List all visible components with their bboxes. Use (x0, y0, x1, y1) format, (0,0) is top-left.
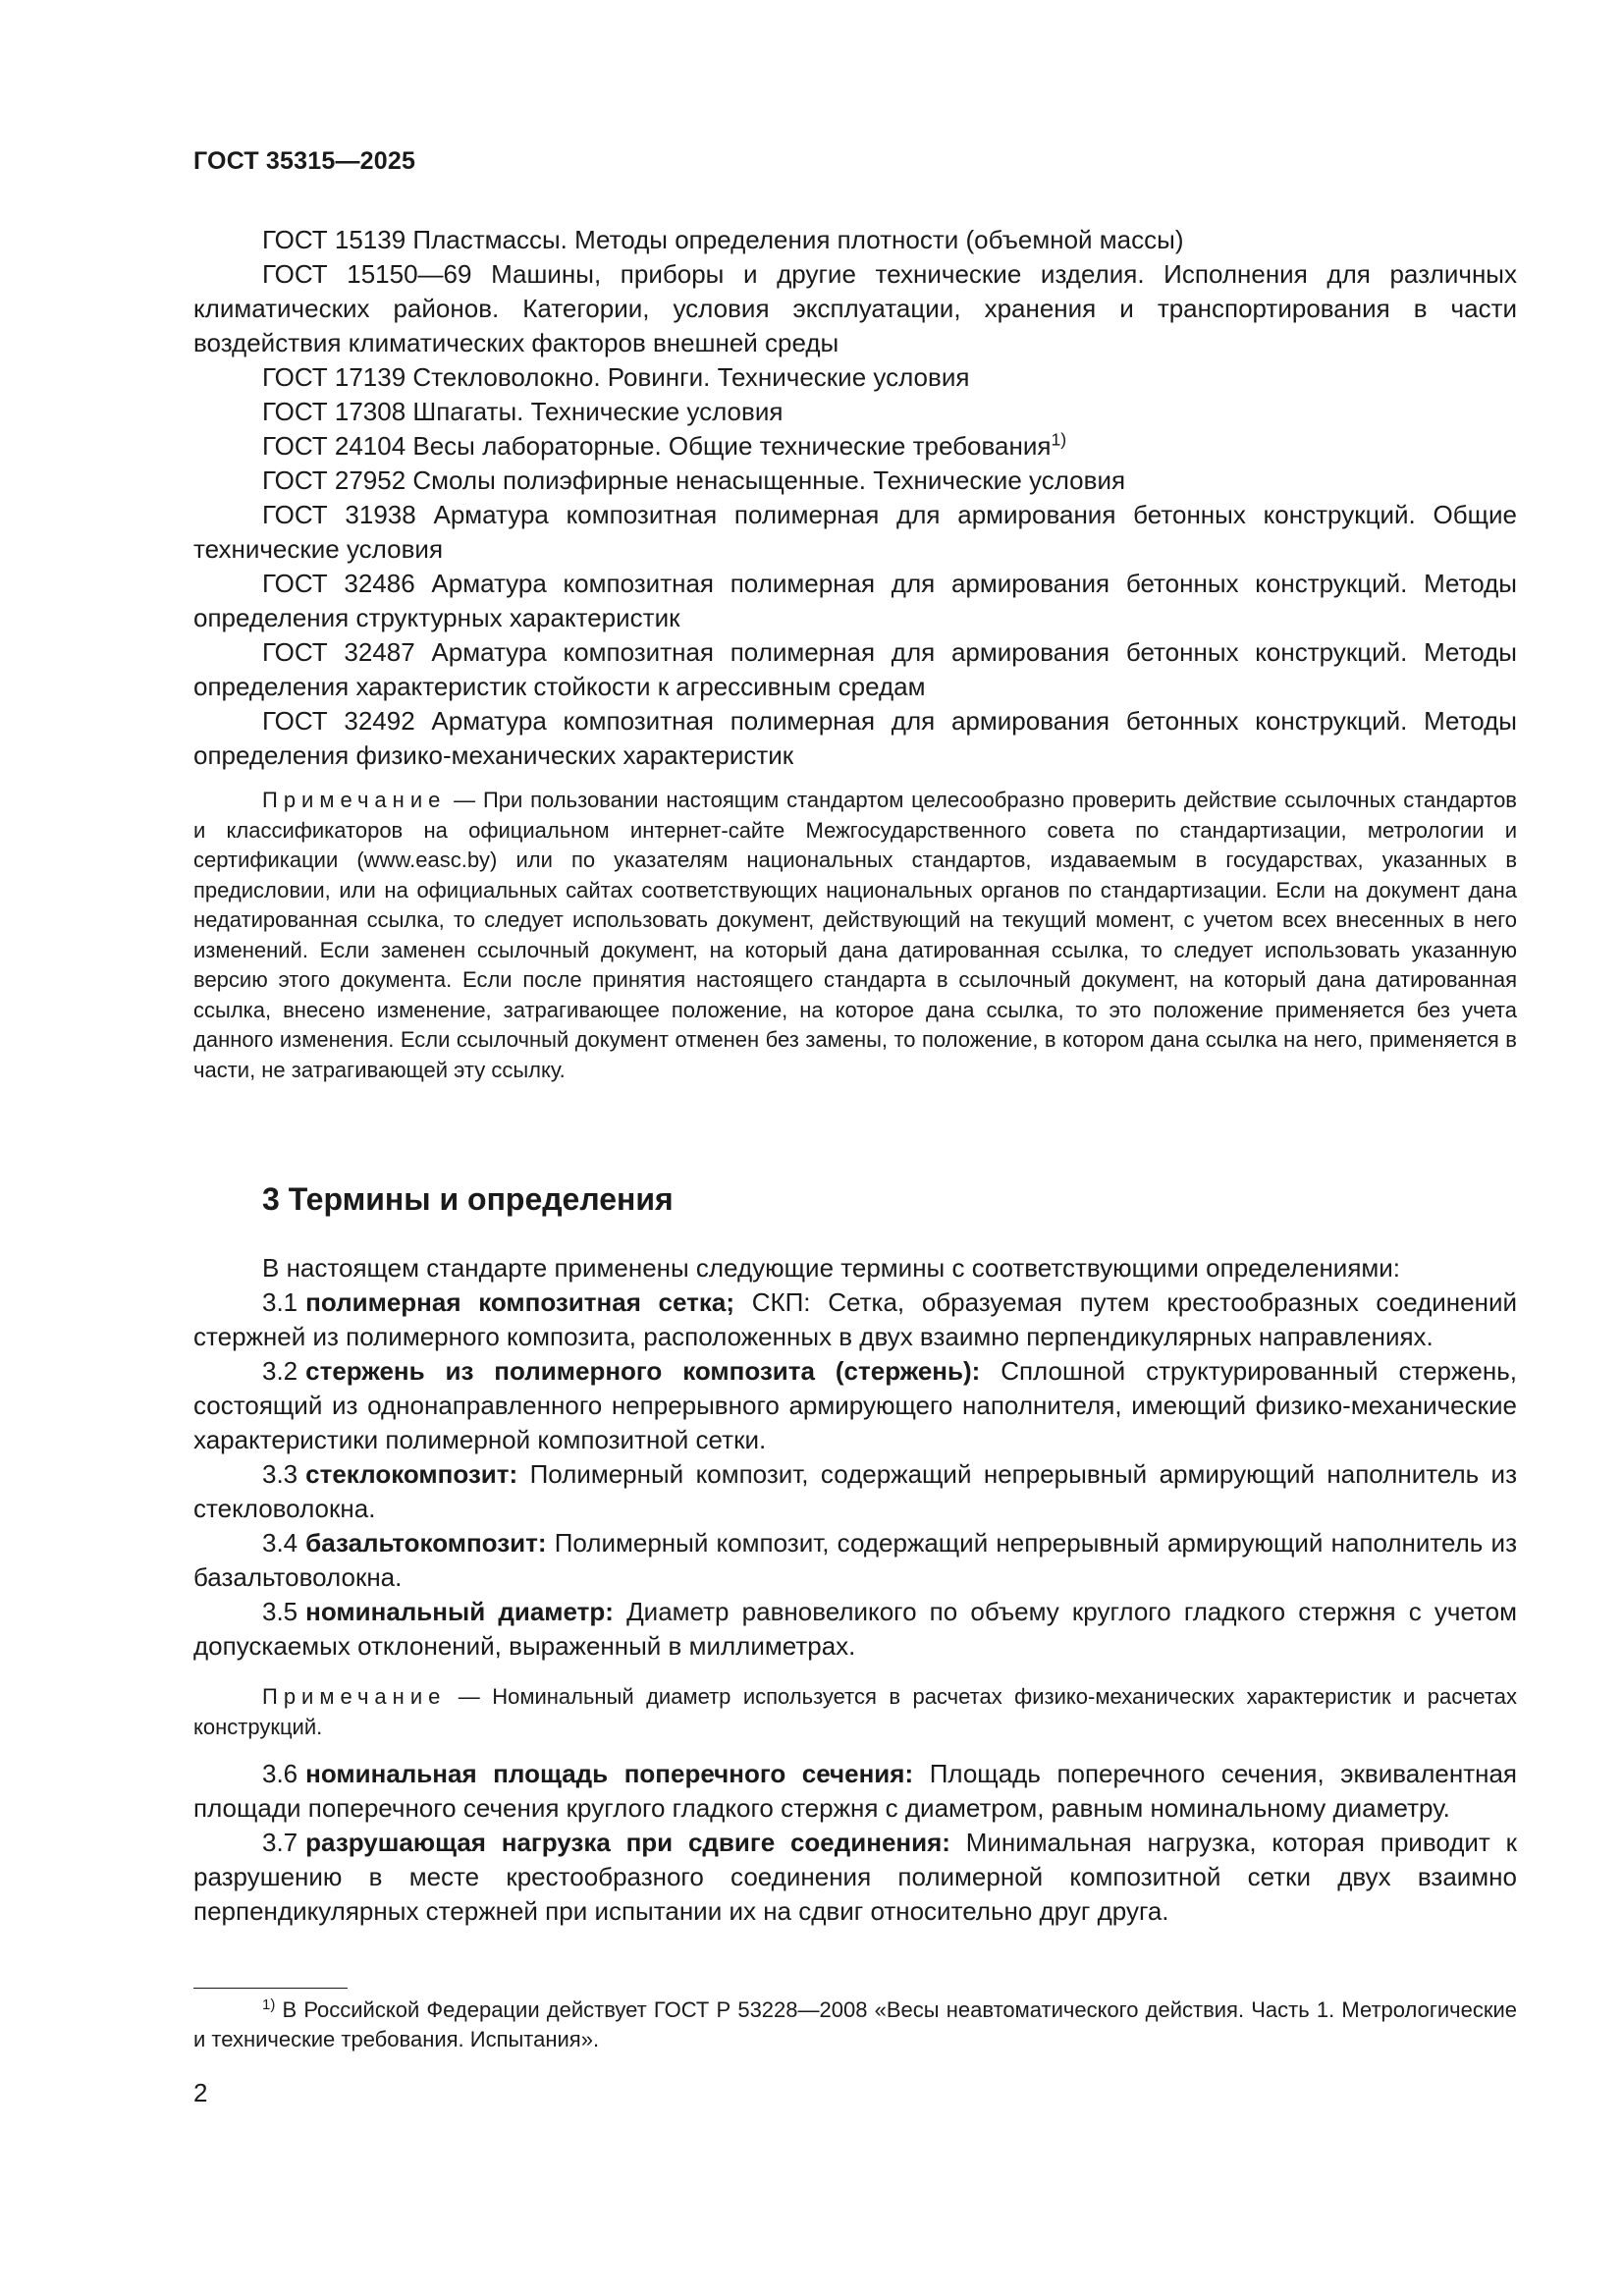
reference-item: ГОСТ 32492 Арматура композитная полимерная для армирования бетонных конструкций. Методы определения физико-механических характеристик (193, 706, 1517, 770)
term-name: номинальный диаметр: (305, 1597, 614, 1626)
reference-item: ГОСТ 32486 Арматура композитная полимерная для армирования бетонных конструкций. Методы определения структурных характеристик (193, 569, 1517, 632)
term-definition: СКП: Сетка, образуемая путем крестообразных соединений стержней из полимерного композита, расположенных в двух взаимно перпендикулярных направлениях. (193, 1287, 1517, 1351)
note-label: Примечание (262, 1684, 447, 1709)
footnote-divider (193, 1988, 348, 1989)
note-text: — При пользовании настоящим стандартом целесообразно проверить действие ссылочных стандартов и классификаторов на официальном интернет-сайте Межгосударственного совета по стандартизации, метрологии и сертификации (www.easc.by) или по указателям национальных стандартов, издаваемым в государствах, указанных в предисловии, или на официальных сайтах соответствующих национальных органов по стандартизации. Если на документ дана недатированная ссылка, то следует использовать документ, действующий на текущий момент, с учетом всех внесенных в него изменений. Если заменен ссылочный документ, на который дана датированная ссылка, то следует использовать указанную версию этого документа. Если после принятия настоящего стандарта в ссылочный документ, на который дана датированная ссылка, внесено изменение, затрагивающее положение, на которое дана ссылка, то это положение применяется без учета данного изменения. Если ссылочный документ отменен без замены, то положение, в котором дана ссылка на него, применяется в части, не затрагивающей эту ссылку. (193, 788, 1517, 1082)
diameter-note (193, 1682, 1517, 1742)
term-number: 3.1 (262, 1287, 298, 1317)
term-item (193, 1457, 1517, 1526)
term-name: стержень из полимерного композита (стержень): (305, 1356, 981, 1386)
term-definition: Полимерный композит, содержащий непрерывный армирующий наполнитель из стекловолокна. (193, 1459, 1517, 1523)
term-definition: Сплошной структурированный стержень, состоящий из однонаправленного непрерывного армирующего наполнителя, имеющий физико-механические характеристики полимерной композитной сетки. (193, 1356, 1517, 1454)
term-item (193, 1595, 1517, 1664)
term-name: разрушающая нагрузка при сдвиге соединения: (305, 1828, 950, 1857)
reference-item: ГОСТ 15139 Пластмассы. Методы определения плотности (объемной массы) (262, 225, 1184, 254)
term-number: 3.6 (262, 1759, 298, 1788)
term-item (193, 1354, 1517, 1457)
term-item (193, 1526, 1517, 1595)
terms-list-continued (193, 1757, 1517, 1929)
term-name: номинальная площадь поперечного сечения: (305, 1759, 914, 1788)
terms-list (193, 1251, 1517, 1664)
reference-item: ГОСТ 32487 Арматура композитная полимерная для армирования бетонных конструкций. Методы определения характеристик стойкости к агрессивным средам (193, 637, 1517, 701)
term-name: базальтокомпозит: (305, 1528, 547, 1558)
page-number: 2 (193, 2078, 208, 2107)
term-name: полимерная композитная сетка; (305, 1287, 734, 1317)
term-number: 3.3 (262, 1459, 298, 1489)
reference-item: ГОСТ 17139 Стекловолокно. Ровинги. Технические условия (262, 362, 970, 392)
term-definition: Площадь поперечного сечения, эквивалентная площади поперечного сечения круглого гладкого стержня с диаметром, равным номинальному диаметру. (193, 1759, 1517, 1823)
term-number: 3.7 (262, 1828, 298, 1857)
reference-item: ГОСТ 27952 Смолы полиэфирные ненасыщенные. Технические условия (262, 465, 1126, 495)
footnote-marker: 1) (1051, 429, 1067, 450)
term-item (193, 1757, 1517, 1826)
footnote-marker: 1) (262, 1995, 276, 2013)
section-title: 3 Термины и определения (262, 1181, 674, 1217)
note-text: — Номинальный диаметр используется в расчетах физико-механических характеристик и расчетах конструкций. (193, 1684, 1517, 1739)
reference-item: ГОСТ 17308 Шпагаты. Технические условия (262, 397, 784, 426)
reference-item: ГОСТ 15150—69 Машины, приборы и другие технические изделия. Исполнения для различных климатических районов. Категории, условия эксплуатации, хранения и транспортирования в части воздействия климатических факторов внешней среды (193, 259, 1517, 357)
footnote-text: В Российской Федерации действует ГОСТ Р 53228—2008 «Весы неавтоматического действия. Часть 1. Метрологические и технические требования. Испытания». (193, 1997, 1517, 2051)
term-name: стеклокомпозит: (305, 1459, 518, 1489)
page-header: ГОСТ 35315—2025 (193, 147, 416, 175)
term-definition: Диаметр равновеликого по объему круглого гладкого стержня с учетом допускаемых отклонений, выраженный в миллиметрах. (193, 1597, 1517, 1661)
terms-intro: В настоящем стандарте применены следующие термины с соответствующими определениями: (262, 1253, 1401, 1283)
footnote (193, 1995, 1517, 2054)
note-label: Примечание (262, 788, 447, 812)
term-number: 3.4 (262, 1528, 298, 1558)
normative-references-list (193, 223, 1517, 773)
term-number: 3.5 (262, 1597, 298, 1626)
reference-text: ГОСТ 24104 Весы лабораторные. Общие технические требования (262, 431, 1052, 461)
term-definition: Минимальная нагрузка, которая приводит к разрушению в месте крестообразного соединения полимерной композитной сетки двух взаимно перпендикулярных стержней при испытании их на сдвиг относительно друг друга. (193, 1828, 1517, 1926)
term-definition: Полимерный композит, содержащий непрерывный армирующий наполнитель из базальтоволокна. (193, 1528, 1517, 1592)
reference-item: ГОСТ 31938 Арматура композитная полимерная для армирования бетонных конструкций. Общие технические условия (193, 500, 1517, 564)
term-item (193, 1285, 1517, 1354)
reference-item-with-footnote (193, 429, 1517, 464)
references-note (193, 786, 1517, 1085)
term-item (193, 1826, 1517, 1929)
term-number: 3.2 (262, 1356, 298, 1386)
